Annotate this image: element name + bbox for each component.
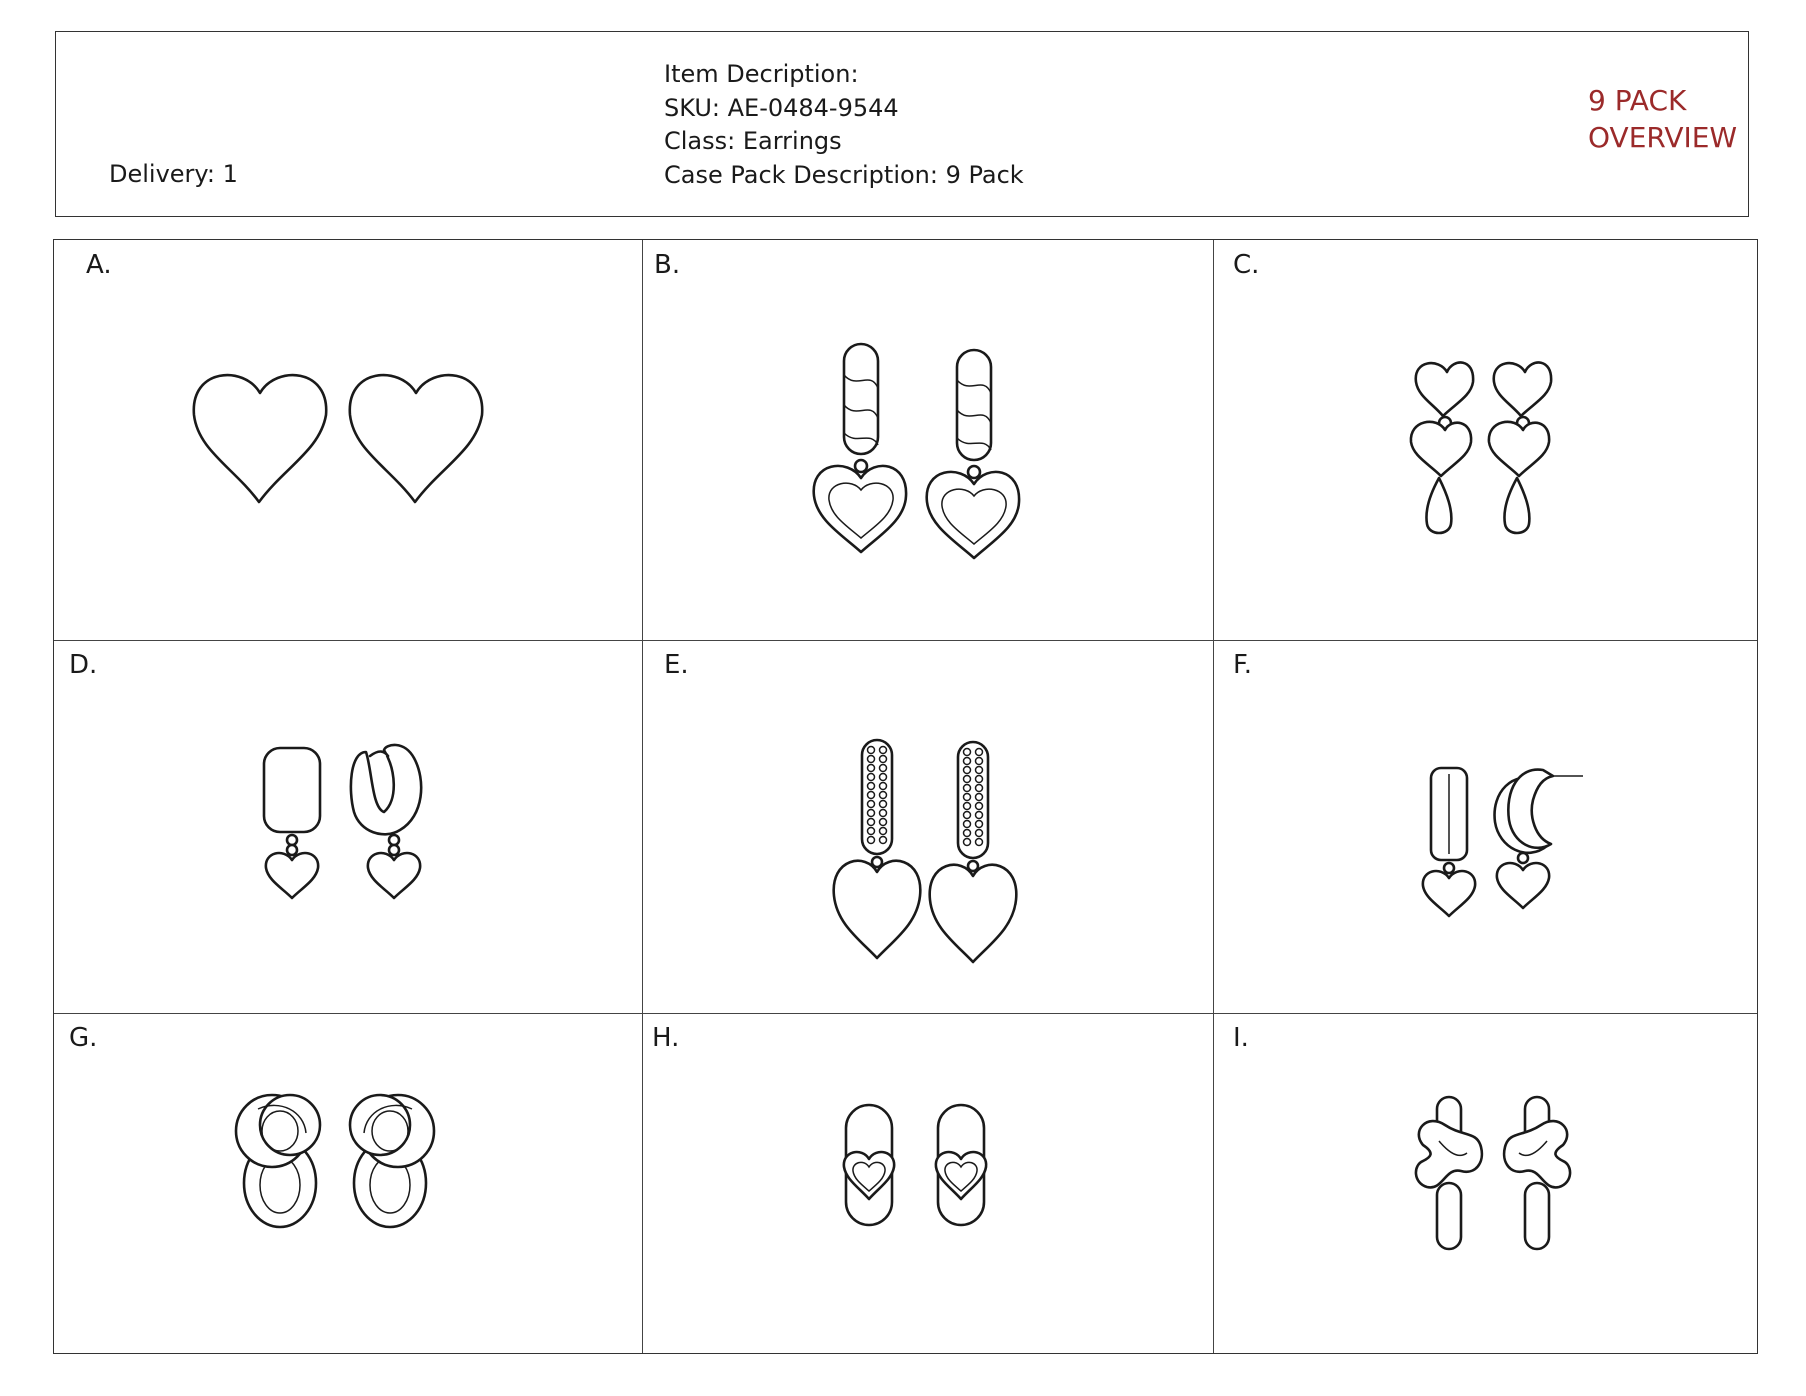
cell-label: A. [86, 250, 112, 280]
cell-label: I. [1233, 1023, 1249, 1053]
double-heart-drop-earrings-icon [1213, 240, 1759, 640]
page-title [1588, 82, 1738, 156]
cell-f [1213, 640, 1759, 1013]
cell-label: G. [69, 1023, 98, 1053]
cell-d [54, 640, 642, 1013]
crescent-heart-charm-earrings-icon [1213, 640, 1759, 1013]
cell-label: F. [1233, 650, 1253, 680]
heart-stud-earrings-icon [54, 240, 642, 640]
title-line-1: 9 PACK [1588, 84, 1687, 117]
interlocked-ring-earrings-icon [54, 1013, 642, 1355]
delivery-label: Delivery: 1 [109, 160, 238, 188]
cell-c [1213, 240, 1759, 640]
cell-g [54, 1013, 642, 1355]
title-line-2: OVERVIEW [1588, 121, 1738, 154]
case-pack-label: Case Pack Description: 9 Pack [664, 160, 1024, 189]
class-label: Class: Earrings [664, 127, 842, 155]
cell-e [642, 640, 1213, 1013]
huggie-heart-charm-earrings-icon [54, 640, 642, 1013]
cell-label: E. [664, 650, 689, 680]
cell-a [54, 240, 642, 640]
pave-bar-heart-drop-earrings-icon [642, 640, 1213, 1013]
item-description-label: Item Decription: [664, 60, 859, 88]
sku-label: SKU: AE-0484-9544 [664, 93, 899, 122]
cell-i [1213, 1013, 1759, 1355]
header-box [55, 31, 1749, 217]
twisted-hoop-heart-drop-earrings-icon [642, 240, 1213, 640]
cell-b [642, 240, 1213, 640]
product-grid [53, 239, 1758, 1354]
cell-label: D. [69, 650, 98, 680]
oval-heart-stud-earrings-icon [642, 1013, 1213, 1355]
item-description-block [664, 58, 1024, 192]
cell-label: B. [654, 250, 681, 280]
cell-label: C. [1233, 250, 1260, 280]
cell-label: H. [652, 1023, 680, 1053]
cell-h [642, 1013, 1213, 1355]
knot-earrings-icon [1213, 1013, 1759, 1355]
